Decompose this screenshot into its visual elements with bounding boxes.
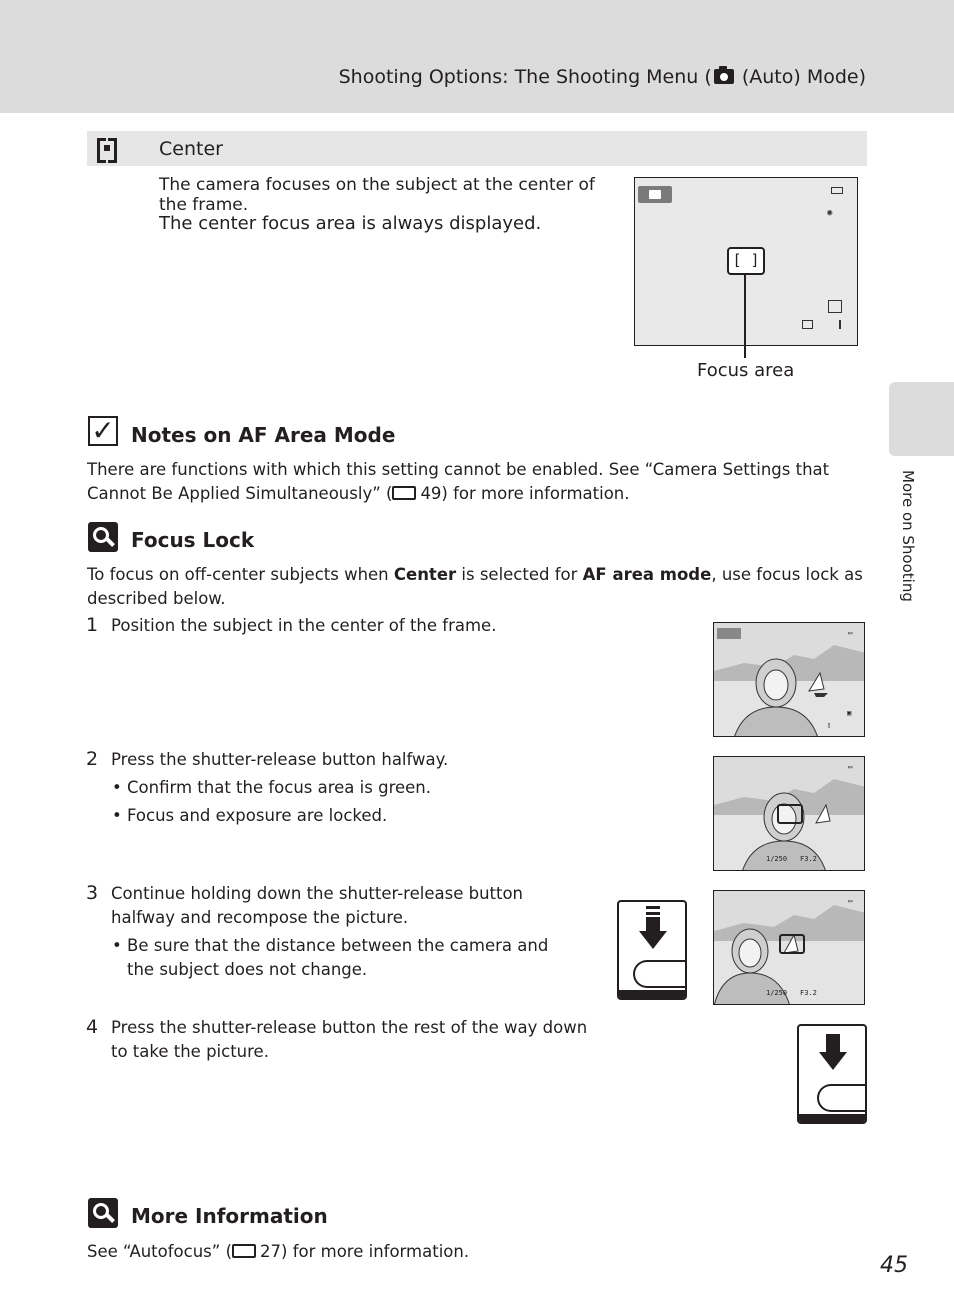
shutter-speed-readout: 1/250 [766, 989, 788, 997]
notes-heading: Notes on AF Area Mode [131, 423, 396, 447]
battery-icon: ▭ [848, 629, 853, 637]
step-number: 3 [86, 882, 99, 904]
focus-area-bracket: [ ] [727, 247, 765, 275]
book-icon [392, 486, 416, 500]
more-info-text: See “Autofocus” ( 27) for more information. [87, 1242, 470, 1261]
section-side-label: More on Shooting [899, 470, 917, 602]
page-header-title: Shooting Options: The Shooting Menu ( (Auto) Mode) [338, 66, 866, 88]
vr-icon: ◉ [827, 208, 833, 218]
check-icon: ✓ [88, 416, 118, 446]
aperture-readout: F3.2 [800, 855, 817, 863]
focus-lock-heading: Focus Lock [131, 528, 255, 552]
step3-monitor-illustration [713, 890, 865, 1005]
hint-icon [88, 522, 118, 552]
shooting-mode-indicator [717, 628, 741, 639]
internal-memory-icon [802, 320, 813, 329]
header-band [0, 0, 954, 113]
battery-icon: ▭ [848, 897, 853, 905]
step-text: Press the shutter-release button halfway. [111, 750, 449, 769]
bullet: • [112, 936, 122, 955]
center-description: The camera focuses on the subject at the center of the frame. [159, 175, 595, 215]
bullet-text: Be sure that the distance between the camera and the subject does not change. [127, 936, 549, 979]
battery-icon [831, 187, 843, 194]
page-number: 45 [880, 1253, 908, 1278]
center-option-label: Center [159, 138, 223, 160]
focus-area-leader-line [744, 274, 746, 358]
camera-monitor-illustration [634, 177, 858, 346]
step-number: 4 [86, 1016, 99, 1038]
exposure-count-icon [829, 320, 841, 329]
center-option-row [87, 131, 867, 166]
focus-area-label: Focus area [697, 360, 795, 381]
step-text: Press the shutter-release button the rest of the way down to take the picture. [111, 1018, 588, 1061]
internal-memory-icon: ▯ [827, 721, 832, 729]
step-number: 1 [86, 614, 99, 636]
book-icon [232, 1244, 256, 1258]
shutter-full-icon [797, 1024, 867, 1124]
bullet-text: Focus and exposure are locked. [127, 806, 388, 825]
more-info-heading: More Information [131, 1204, 328, 1228]
battery-icon: ▭ [848, 763, 853, 771]
step1-monitor-illustration [713, 622, 865, 737]
step-number: 2 [86, 748, 99, 770]
bullet: • [112, 778, 122, 797]
section-tab[interactable] [889, 382, 954, 456]
hint-icon [88, 1198, 118, 1228]
image-mode-icon [828, 300, 842, 313]
step-text: Position the subject in the center of the frame. [111, 616, 497, 635]
shutter-half-icon [617, 900, 687, 1000]
step-text: Continue holding down the shutter-release button halfway and recompose the picture. [111, 884, 524, 927]
notes-text: There are functions with which this setting cannot be enabled. See “Camera Settings that Cannot Be Applied Simultaneously” ( 49) for more information. [87, 460, 830, 503]
image-mode-icon: ▣ [847, 709, 852, 717]
shutter-speed-readout: 1/250 [766, 855, 788, 863]
step2-monitor-illustration [713, 756, 865, 871]
bullet-text: Confirm that the focus area is green. [127, 778, 431, 797]
bullet: • [112, 806, 122, 825]
aperture-readout: F3.2 [800, 989, 817, 997]
shooting-mode-indicator [638, 186, 672, 203]
center-description-2: The center focus area is always displayed. [159, 213, 542, 234]
center-af-icon [97, 138, 117, 158]
camera-icon [714, 69, 734, 84]
camera-icon [649, 190, 661, 199]
focus-lock-intro: To focus on off-center subjects when Center is selected for AF area mode, use focus lock as described below. [87, 565, 863, 608]
